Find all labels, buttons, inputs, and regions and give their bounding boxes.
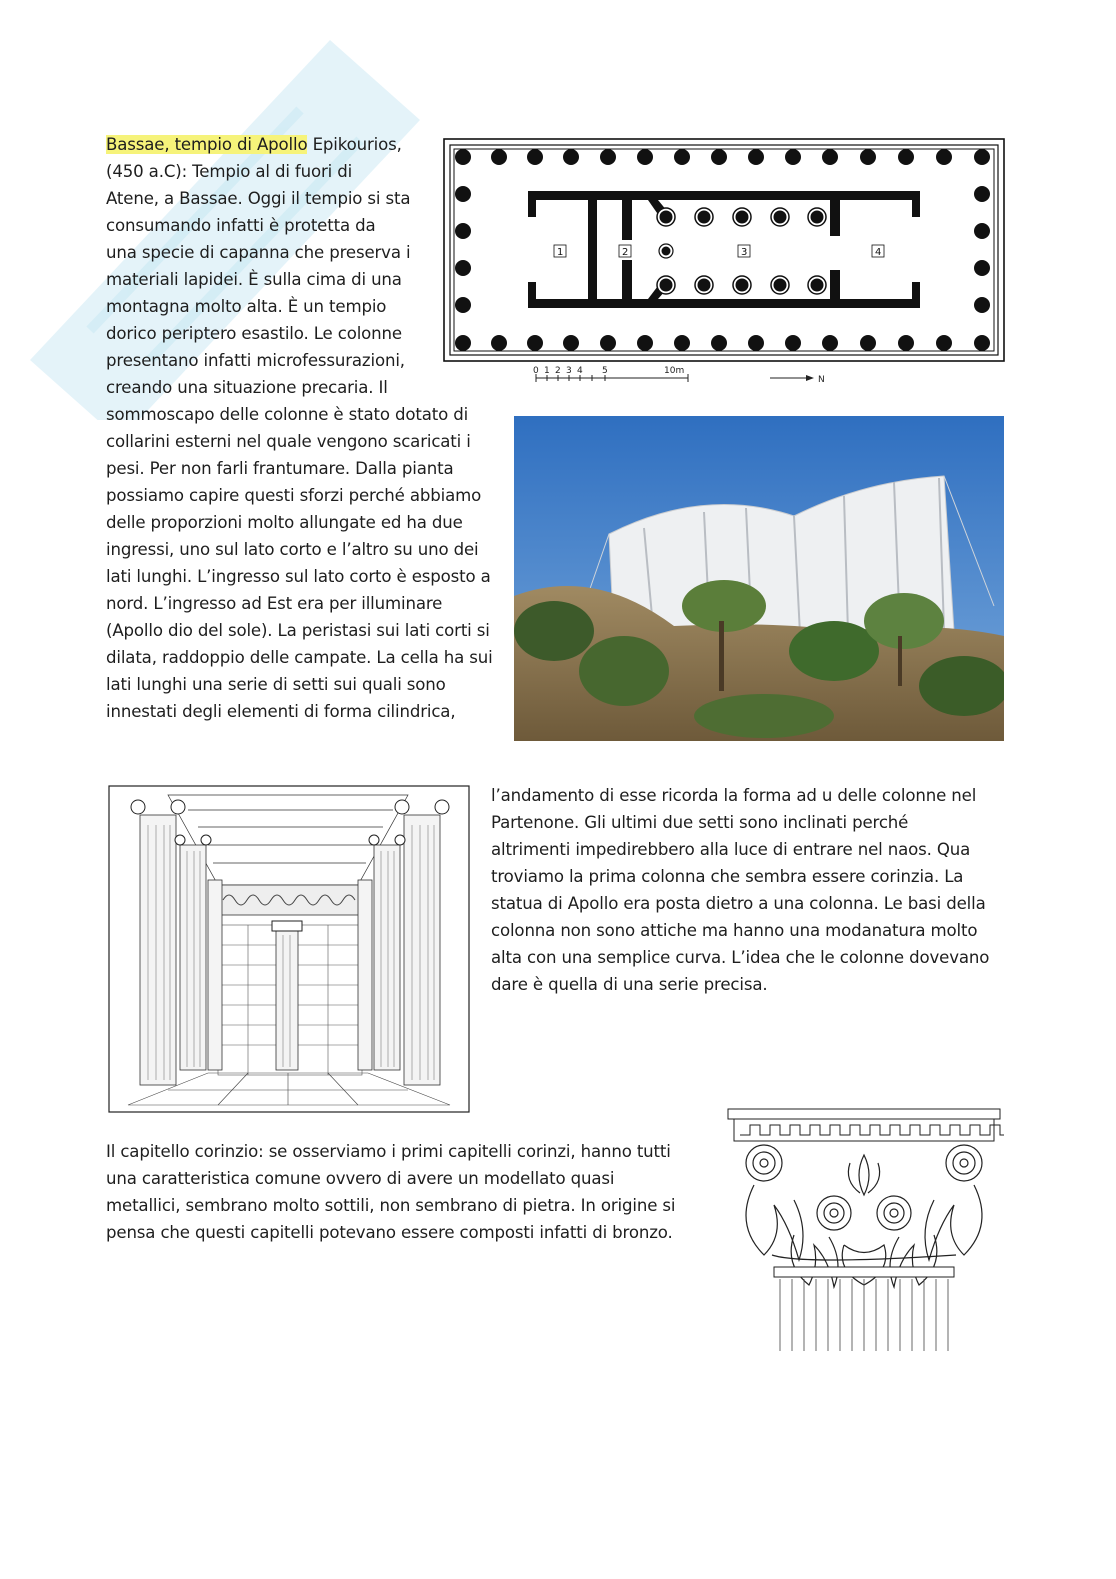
temple-interior-drawing — [108, 785, 470, 1115]
paragraph-line: possiamo capire questi sforzi perché abbiamo — [106, 486, 482, 505]
paragraph-line: colonna non sono attiche ma hanno una modanatura molto — [491, 921, 978, 940]
paragraph-line: presentano infatti microfessurazioni, — [106, 351, 405, 370]
paragraph-line: l’andamento di esse ricorda la forma ad u delle colonne nel — [491, 786, 977, 805]
paragraph-line: consumando infatti è protetta da — [106, 216, 376, 235]
paragraph-line: sommoscapo delle colonne è stato dotato di — [106, 405, 469, 424]
paragraph-line: delle proporzioni molto allungate ed ha due — [106, 513, 463, 532]
scale-tick-3: 3 — [566, 366, 572, 376]
scale-tick-10m: 10m — [664, 366, 685, 376]
paragraph-line: creando una situazione precaria. Il — [106, 378, 388, 397]
paragraph-line: una caratteristica comune ovvero di avere un modellato quasi — [106, 1169, 615, 1188]
paragraph-line: ingressi, uno sul lato corto e l’altro su uno dei — [106, 540, 479, 559]
room-label-3: 3 — [741, 247, 748, 258]
scale-tick-1: 1 — [544, 366, 550, 376]
temple-tent-photo — [514, 416, 1004, 741]
paragraph-line: statua di Apollo era posta dietro a una colonna. Le basi della — [491, 894, 986, 913]
paragraph-line: dilata, raddoppio delle campate. La cella ha sui — [106, 648, 493, 667]
paragraph-line: Atene, a Bassae. Oggi il tempio si sta — [106, 189, 411, 208]
room-label-4: 4 — [875, 247, 882, 258]
scale-tick-2: 2 — [555, 366, 561, 376]
north-arrow-icon — [806, 375, 814, 381]
paragraph-line: lati lunghi una serie di setti sui quali sono — [106, 675, 446, 694]
paragraph-line: pensa che questi capitelli potevano essere composti infatti di bronzo. — [106, 1223, 673, 1242]
paragraph-line: dorico periptero esastilo. Le colonne — [106, 324, 402, 343]
paragraph-line: troviamo la prima colonna che sembra essere corinzia. La — [491, 867, 964, 886]
intro-line — [106, 131, 402, 158]
scale-tick-5: 5 — [602, 366, 608, 376]
room-label-1: 1 — [557, 247, 564, 258]
corinthian-capital-drawing — [724, 1105, 1004, 1353]
scale-tick-4: 4 — [577, 366, 583, 376]
paragraph-line: nord. L’ingresso ad Est era per illuminare — [106, 594, 443, 613]
title-rest: Epikourios, — [307, 135, 402, 154]
paragraph-line: altrimenti impedirebbero alla luce di entrare nel naos. Qua — [491, 840, 971, 859]
paragraph-line: una specie di capanna che preserva i — [106, 243, 411, 262]
scale-tick-0: 0 — [533, 366, 539, 376]
paragraph-line: Il capitello corinzio: se osserviamo i primi capitelli corinzi, hanno tutti — [106, 1142, 671, 1161]
north-label: N — [818, 375, 825, 385]
room-label-2: 2 — [622, 247, 629, 258]
paragraph-line: alta con una semplice curva. L’idea che le colonne dovevano — [491, 948, 990, 967]
paragraph-line: innestati degli elementi di forma cilindrica, — [106, 702, 456, 721]
paragraph-line: (450 a.C): Tempio al di fuori di — [106, 162, 353, 181]
paragraph-line: lati lunghi. L’ingresso sul lato corto è esposto a — [106, 567, 491, 586]
paragraph-line: Partenone. Gli ultimi due setti sono inclinati perché — [491, 813, 909, 832]
paragraph-line: collarini esterni nel quale vengono scaricati i — [106, 432, 471, 451]
temple-floor-plan — [440, 135, 1010, 395]
paragraph-line: pesi. Per non farli frantumare. Dalla pianta — [106, 459, 454, 478]
title-highlight: Bassae, tempio di Apollo — [106, 135, 308, 154]
paragraph-line: dare è quella di una serie precisa. — [491, 975, 768, 994]
paragraph-line: materiali lapidei. È sulla cima di una — [106, 270, 402, 289]
paragraph-line: metallici, sembrano molto sottili, non sembrano di pietra. In origine si — [106, 1196, 676, 1215]
scale-bar — [533, 366, 825, 385]
paragraph-line: montagna molto alta. È un tempio — [106, 297, 387, 316]
paragraph-line: (Apollo dio del sole). La peristasi sui lati corti si — [106, 621, 490, 640]
